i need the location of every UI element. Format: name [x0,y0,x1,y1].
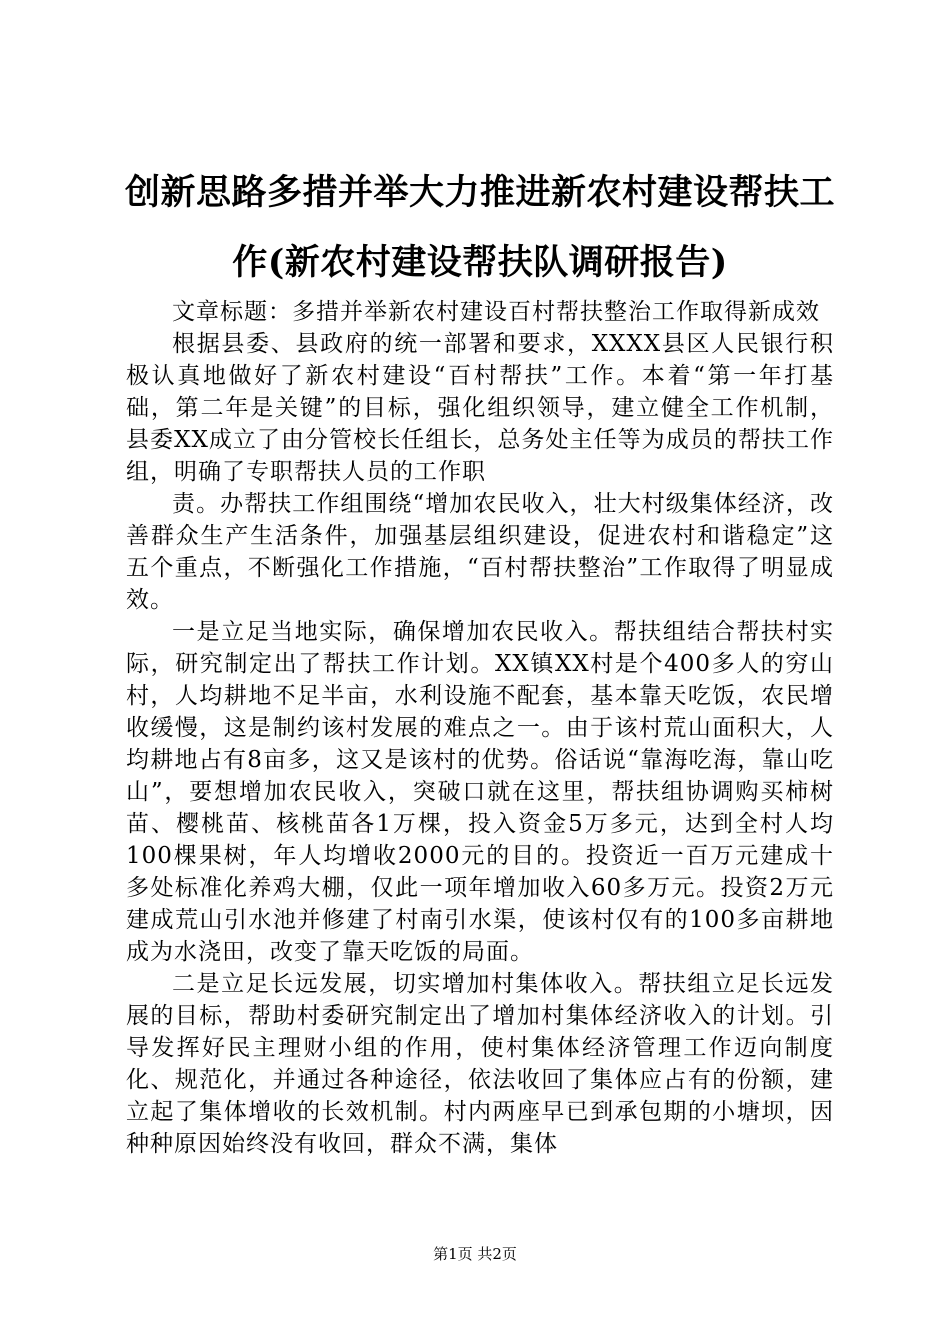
page-number-footer: 第1页 共2页 [433,1245,517,1263]
paragraph-measures: 责。办帮扶工作组围绕“增加农民收入，壮大村级集体经济，改善群众生产生活条件，加强基层组织建设，促进农村和谐稳定”这五个重点，不断强化工作措施，“百村帮扶整治”工作取得了明显成效。 [126,491,834,613]
paragraph-point-two: 二是立足长远发展，切实增加村集体收入。帮扶组立足长远发展的目标，帮助村委研究制定出了增加村集体经济收入的计划。引导发挥好民主理财小组的作用，使村集体经济管理工作迈向制度化、规范化，并通过各种途径，依法收回了集体应占有的份额，建立起了集体增收的长效机制。村内两座早已到承包期的小塘坝，因种种原因始终没有收回，群众不满，集体 [126,971,834,1157]
paragraph-article-title: 文章标题：多措并举新农村建设百村帮扶整治工作取得新成效 [172,299,820,325]
paragraph-point-one: 一是立足当地实际，确保增加农民收入。帮扶组结合帮扶村实际，研究制定出了帮扶工作计划。XX镇XX村是个400多人的穷山村，人均耕地不足半亩，水利设施不配套，基本靠天吃饭，农民增收缓慢，这是制约该村发展的难点之一。由于该村荒山面积大，人均耕地占有8亩多，这又是该村的优势。俗话说“靠海吃海，靠山吃山”，要想增加农民收入，突破口就在这里，帮扶组协调购买柿树苗、樱桃苗、核桃苗各1万棵，投入资金5万多元，达到全村人均100棵果树，年人均增收2000元的目的。投资近一百万元建成十多处标准化养鸡大棚，仅此一项年增加收入60多万元。投资2万元建成荒山引水池并修建了村南引水渠，使该村仅有的100多亩耕地成为水浇田，改变了靠天吃饭的局面。 [126,619,834,965]
title-line-1: 创新思路多措并举大力推进新农村建设帮扶工 [124,172,835,213]
document-body [126,296,834,1160]
paragraph-intro: 根据县委、县政府的统一部署和要求，XXXX县区人民银行积极认真地做好了新农村建设“百村帮扶”工作。本着“第一年打基础，第二年是关键”的目标，强化组织领导，建立健全工作机制，县委XX成立了由分管校长任组长，总务处主任等为成员的帮扶工作组，明确了专职帮扶人员的工作职 [126,331,834,485]
document-title [120,158,840,298]
title-line-2: 作(新农村建设帮扶队调研报告) [232,242,728,283]
